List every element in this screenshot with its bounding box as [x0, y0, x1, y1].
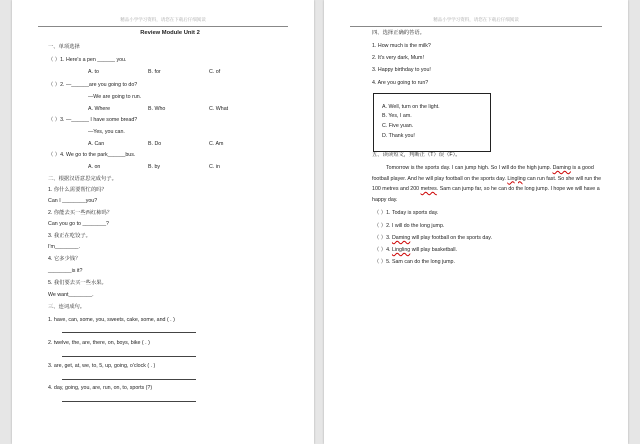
question-line: 4. Are you going to run?: [372, 80, 429, 86]
item-text: will play basketball.: [411, 247, 458, 253]
document-page-left: [12, 0, 314, 444]
item-name: Lingling: [391, 247, 411, 253]
true-false-item: （ ）5. Sam can do the long jump.: [374, 259, 455, 265]
page-header: 精品小学学习资料，请您在下载后仔细阅读: [350, 17, 602, 27]
answer-line: [62, 401, 196, 402]
question-line: 1. How much is the milk?: [372, 43, 431, 49]
option-c: C. What: [209, 106, 229, 112]
item-text: will play football on the sports day.: [411, 235, 492, 241]
english-sentence: We want________.: [48, 292, 94, 298]
option-a: A. Where: [88, 106, 111, 112]
true-false-item: （ ）1. Today is sports day.: [374, 210, 439, 216]
reading-passage: [372, 163, 602, 205]
scrambled-words: 2. twelve, the, are, there, on, boys, bike ( . ): [48, 340, 150, 346]
question-sub: —Yes, you can.: [88, 129, 125, 135]
answer-line: [62, 332, 196, 333]
question-line: 3. Happy birthday to you!: [372, 67, 431, 73]
passage-text: Tomorrow is the sports day. I can jump high. So I will do the high jump.: [386, 165, 552, 171]
question-stem: （ ）3. —______ I have some bread?: [48, 117, 138, 123]
section-heading: 三、连词成句。: [48, 304, 86, 310]
answer-options-box: [373, 93, 491, 152]
option-a: A. Can: [88, 141, 105, 147]
document-page-right: [324, 0, 628, 444]
true-false-item: [374, 247, 457, 254]
answer-option: B. Yes, I am.: [382, 113, 412, 119]
option-b: B. for: [148, 69, 161, 75]
option-a: A. to: [88, 69, 99, 75]
answer-option: D. Thank you!: [382, 133, 415, 139]
section-heading: 五、读读短文，判断正（T）误（F）。: [372, 152, 461, 158]
passage-name: Daming: [552, 165, 571, 171]
passage-text: . Sam can jump far, so he can do the long jump. I hope we will have a happy day.: [372, 186, 600, 203]
item-name: Daming: [391, 235, 411, 241]
scrambled-words: 3. are, get, at, we, to, 5, up, going, o'clock ( . ): [48, 363, 156, 369]
answer-line: [62, 379, 196, 380]
passage-name: Lingling: [507, 175, 526, 182]
section-heading: 二、根据汉语意思完成句子。: [48, 176, 117, 182]
english-sentence: Can I ________you?: [48, 198, 98, 204]
section-heading: 四、选择正确的答语。: [372, 30, 425, 36]
item-prefix: （ ）4.: [374, 247, 391, 253]
scrambled-words: 1. have, can, some, you, sweets, cake, some, and ( . ): [48, 317, 175, 323]
question-stem: （ ）4. We go to the park______bus.: [48, 152, 136, 158]
chinese-prompt: 2. 你能去买一些西红柿吗？: [48, 210, 113, 216]
worksheet-title: Review Module Unit 2: [140, 30, 200, 36]
english-sentence: I'm________.: [48, 244, 80, 250]
option-b: B. by: [148, 164, 161, 170]
true-false-item: [374, 235, 492, 242]
chinese-prompt: 4. 它多少钱？: [48, 256, 81, 262]
answer-line: [62, 356, 196, 357]
section-heading: 一、单项选择: [48, 44, 80, 50]
chinese-prompt: 5. 我们要去买一些水果。: [48, 280, 107, 286]
chinese-prompt: 1. 你什么需要帮忙的吗？: [48, 187, 107, 193]
question-stem: （ ）2. —______are you going to do?: [48, 82, 138, 88]
question-line: 2. It's very dark, Mum!: [372, 55, 424, 61]
chinese-prompt: 3. 我正在吃饺子。: [48, 233, 91, 239]
option-c: C. of: [209, 69, 221, 75]
page-header: 精品小学学习资料，请您在下载后仔细阅读: [38, 17, 288, 27]
option-b: B. Who: [148, 106, 166, 112]
passage-text: can run fast. So she will run the 100 metres and 200: [372, 175, 602, 192]
question-sub: —We are going to run.: [88, 94, 142, 100]
option-b: B. Do: [148, 141, 162, 147]
answer-option: C. Five yuan.: [382, 123, 414, 129]
item-prefix: （ ）3.: [374, 235, 391, 241]
question-stem: （ ）1. Here's a pen ______ you.: [48, 57, 127, 63]
passage-text: is a good football player. And he will play football on the sports day.: [372, 165, 594, 182]
option-a: A. on: [88, 164, 101, 170]
true-false-item: （ ）2. I will do the long jump.: [374, 223, 445, 229]
passage-word: metres: [420, 186, 437, 192]
english-sentence: ________is it?: [48, 268, 83, 274]
english-sentence: Can you go to ________?: [48, 221, 109, 227]
option-c: C. Am: [209, 141, 224, 147]
option-c: C. in: [209, 164, 220, 170]
answer-option: A. Well, turn on the light.: [382, 104, 440, 110]
scrambled-words: 4. day, going, you, are, run, on, to, sports (?): [48, 385, 153, 391]
